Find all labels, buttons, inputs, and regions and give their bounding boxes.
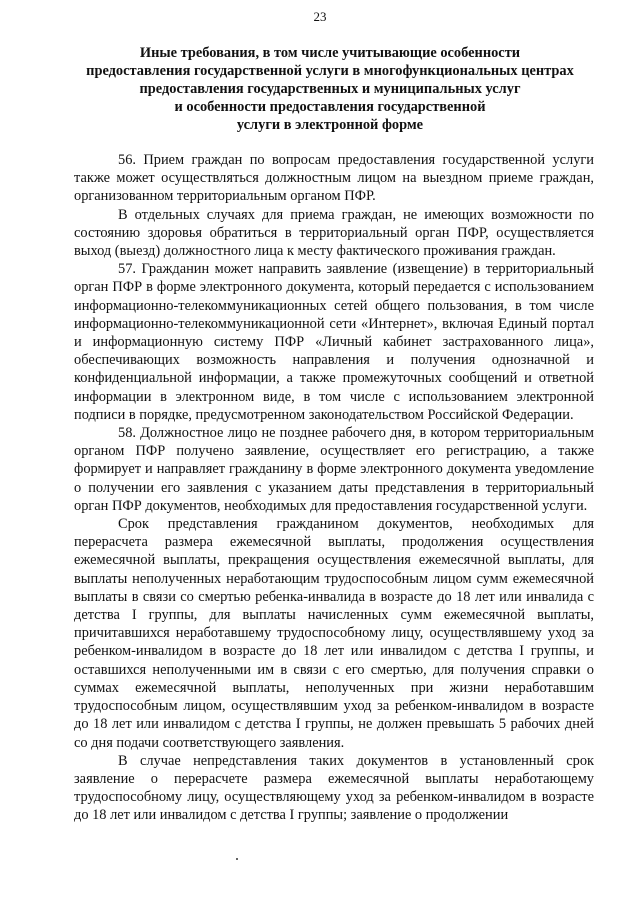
paragraph-home-visit: В отдельных случаях для приема граждан, не имеющих возможности по состоянию здоровья обратиться в территориальный орган ПФР, осуществляется выход (выезд) должностного лица к месту фактического проживания граждан.: [74, 206, 594, 260]
heading-line: и особенности предоставления государственной: [174, 99, 486, 115]
heading-line: предоставления государственной услуги в многофункциональных центрах: [86, 63, 574, 79]
paragraph-non-submission: В случае непредставления таких документов в установленный срок заявление о перерасчете размера ежемесячной выплаты неработающему трудоспособному лицу, осуществляющему уход за ребенком-инвалидом в возрасте до 18 лет или инвалидом с детства I группы; заявление о продолжении: [74, 752, 594, 824]
page-number: 23: [313, 9, 327, 24]
scan-speck: [236, 858, 238, 860]
document-body: [74, 151, 594, 825]
section-heading: [60, 44, 600, 134]
heading-line: услуги в электронной форме: [236, 117, 424, 133]
heading-line: предоставления государственных и муниципальных услуг: [139, 81, 521, 97]
paragraph-document-deadline: Срок представления гражданином документов, необходимых для перерасчета размера ежемесячной выплаты, продолжения осуществления ежемесячной выплаты, прекращения осуществления ежемесячной выплаты, для выплаты неполученных неработающим трудоспособным лицом сумм ежемесячной выплаты в связи со смертью ребенка-инвалида в возрасте до 18 лет или инвалида с детства I группы, для выплаты начисленных сумм ежемесячной выплаты, причитавшихся неработавшему трудоспособному лицу, осуществлявшему уход за ребенком-инвалидом в возрасте до 18 лет или инвалидом с детства I группы, и оставшихся неполученными им в связи с его смертью, для получения справки о суммах ежемесячной выплаты, неполученных при жизни неработавшим трудоспособным лицом, осуществлявшим уход за ребенком-инвалидом в возрасте до 18 лет или инвалидом с детства I группы, не должен превышать 5 рабочих дней со дня подачи соответствующего заявления.: [74, 516, 594, 751]
paragraph-57: 57. Гражданин может направить заявление (извещение) в территориальный орган ПФР в форме электронного документа, который передается с использованием информационно-телекоммуникационных сетей общего пользования, в том числе информационно-телекоммуникационной сети «Интернет», включая Единый портал и информационную систему ПФР «Личный кабинет застрахованного лица», обеспечивающих возможность направления и получения однозначной и конфиденциальной информации, а также промежуточных сообщений и ответной информации в электронном виде, в том числе с использованием электронной подписи в порядке, предусмотренном законодательством Российской Федерации.: [74, 261, 594, 423]
paragraph-56: 56. Прием граждан по вопросам предоставления государственной услуги также может осуществляться должностным лицом на выездном приеме граждан, организованном территориальным органом ПФР.: [74, 152, 594, 205]
paragraph-58: 58. Должностное лицо не позднее рабочего дня, в котором территориальным органом ПФР получено заявление, осуществляет его регистрацию, а также формирует и направляет гражданину в форме электронного документа уведомление о получении его заявления с указанием даты представления в территориальный орган ПФР документов, необходимых для предоставления государственной услуги.: [74, 425, 594, 514]
heading-line: Иные требования, в том числе учитывающие особенности: [139, 45, 521, 61]
